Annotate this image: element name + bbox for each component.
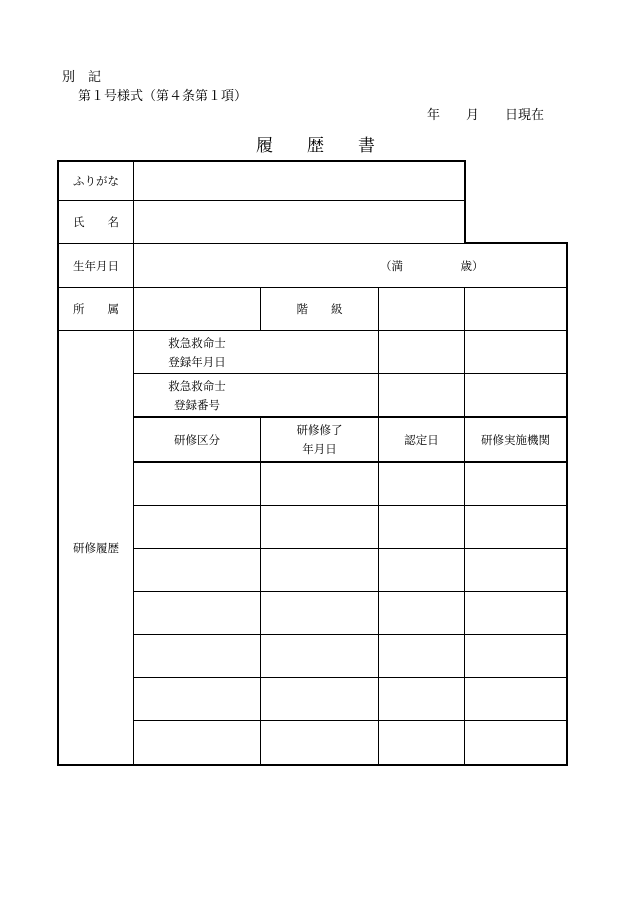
training-row[interactable] xyxy=(134,549,566,591)
emt-registration-date-label-line2: 登録年月日 xyxy=(168,355,226,369)
training-row[interactable] xyxy=(134,463,566,505)
betsuki-label: 別 記 xyxy=(62,70,102,85)
training-row[interactable] xyxy=(134,721,566,764)
column-completion-date-line1: 研修修了 xyxy=(296,423,343,437)
rank-label: 階 級 xyxy=(296,302,343,316)
emt-registration-date-label-line1: 救急救命士 xyxy=(168,336,226,350)
furigana-field[interactable] xyxy=(134,162,464,200)
furigana-label: ふりがな xyxy=(73,174,119,188)
page-title: 履 歴 書 xyxy=(256,136,375,156)
form-right-border xyxy=(566,242,568,766)
training-row[interactable] xyxy=(134,592,566,634)
emt-registration-number-label-line1: 救急救命士 xyxy=(168,379,226,393)
emt-registration-date-field[interactable] xyxy=(261,331,566,373)
birth-date-field[interactable] xyxy=(134,244,566,287)
col-divider-thick xyxy=(464,160,466,244)
training-row[interactable] xyxy=(134,678,566,720)
emt-registration-number-field[interactable] xyxy=(261,374,566,416)
name-label: 氏 名 xyxy=(73,215,119,229)
rank-field[interactable] xyxy=(379,288,566,330)
form-number: 第１号様式（第４条第１項） xyxy=(78,89,248,104)
affiliation-label: 所 属 xyxy=(73,302,119,316)
emt-registration-number-label-line2: 登録番号 xyxy=(174,398,220,412)
column-certification-date: 認定日 xyxy=(404,433,439,447)
training-row[interactable] xyxy=(134,635,566,677)
column-training-type: 研修区分 xyxy=(174,433,220,447)
column-completion-date-line2: 年月日 xyxy=(302,442,337,456)
training-history-label: 研修履歴 xyxy=(73,541,119,555)
name-field[interactable] xyxy=(134,201,464,243)
birth-date-label: 生年月日 xyxy=(73,259,119,273)
date-as-of: 年 月 日現在 xyxy=(427,108,545,123)
affiliation-field[interactable] xyxy=(134,288,260,330)
column-training-institution: 研修実施機関 xyxy=(481,433,550,447)
form-left-border xyxy=(57,160,59,766)
training-row[interactable] xyxy=(134,506,566,548)
age-note: （満 歳） xyxy=(380,259,484,273)
row-divider-thick xyxy=(133,416,568,418)
